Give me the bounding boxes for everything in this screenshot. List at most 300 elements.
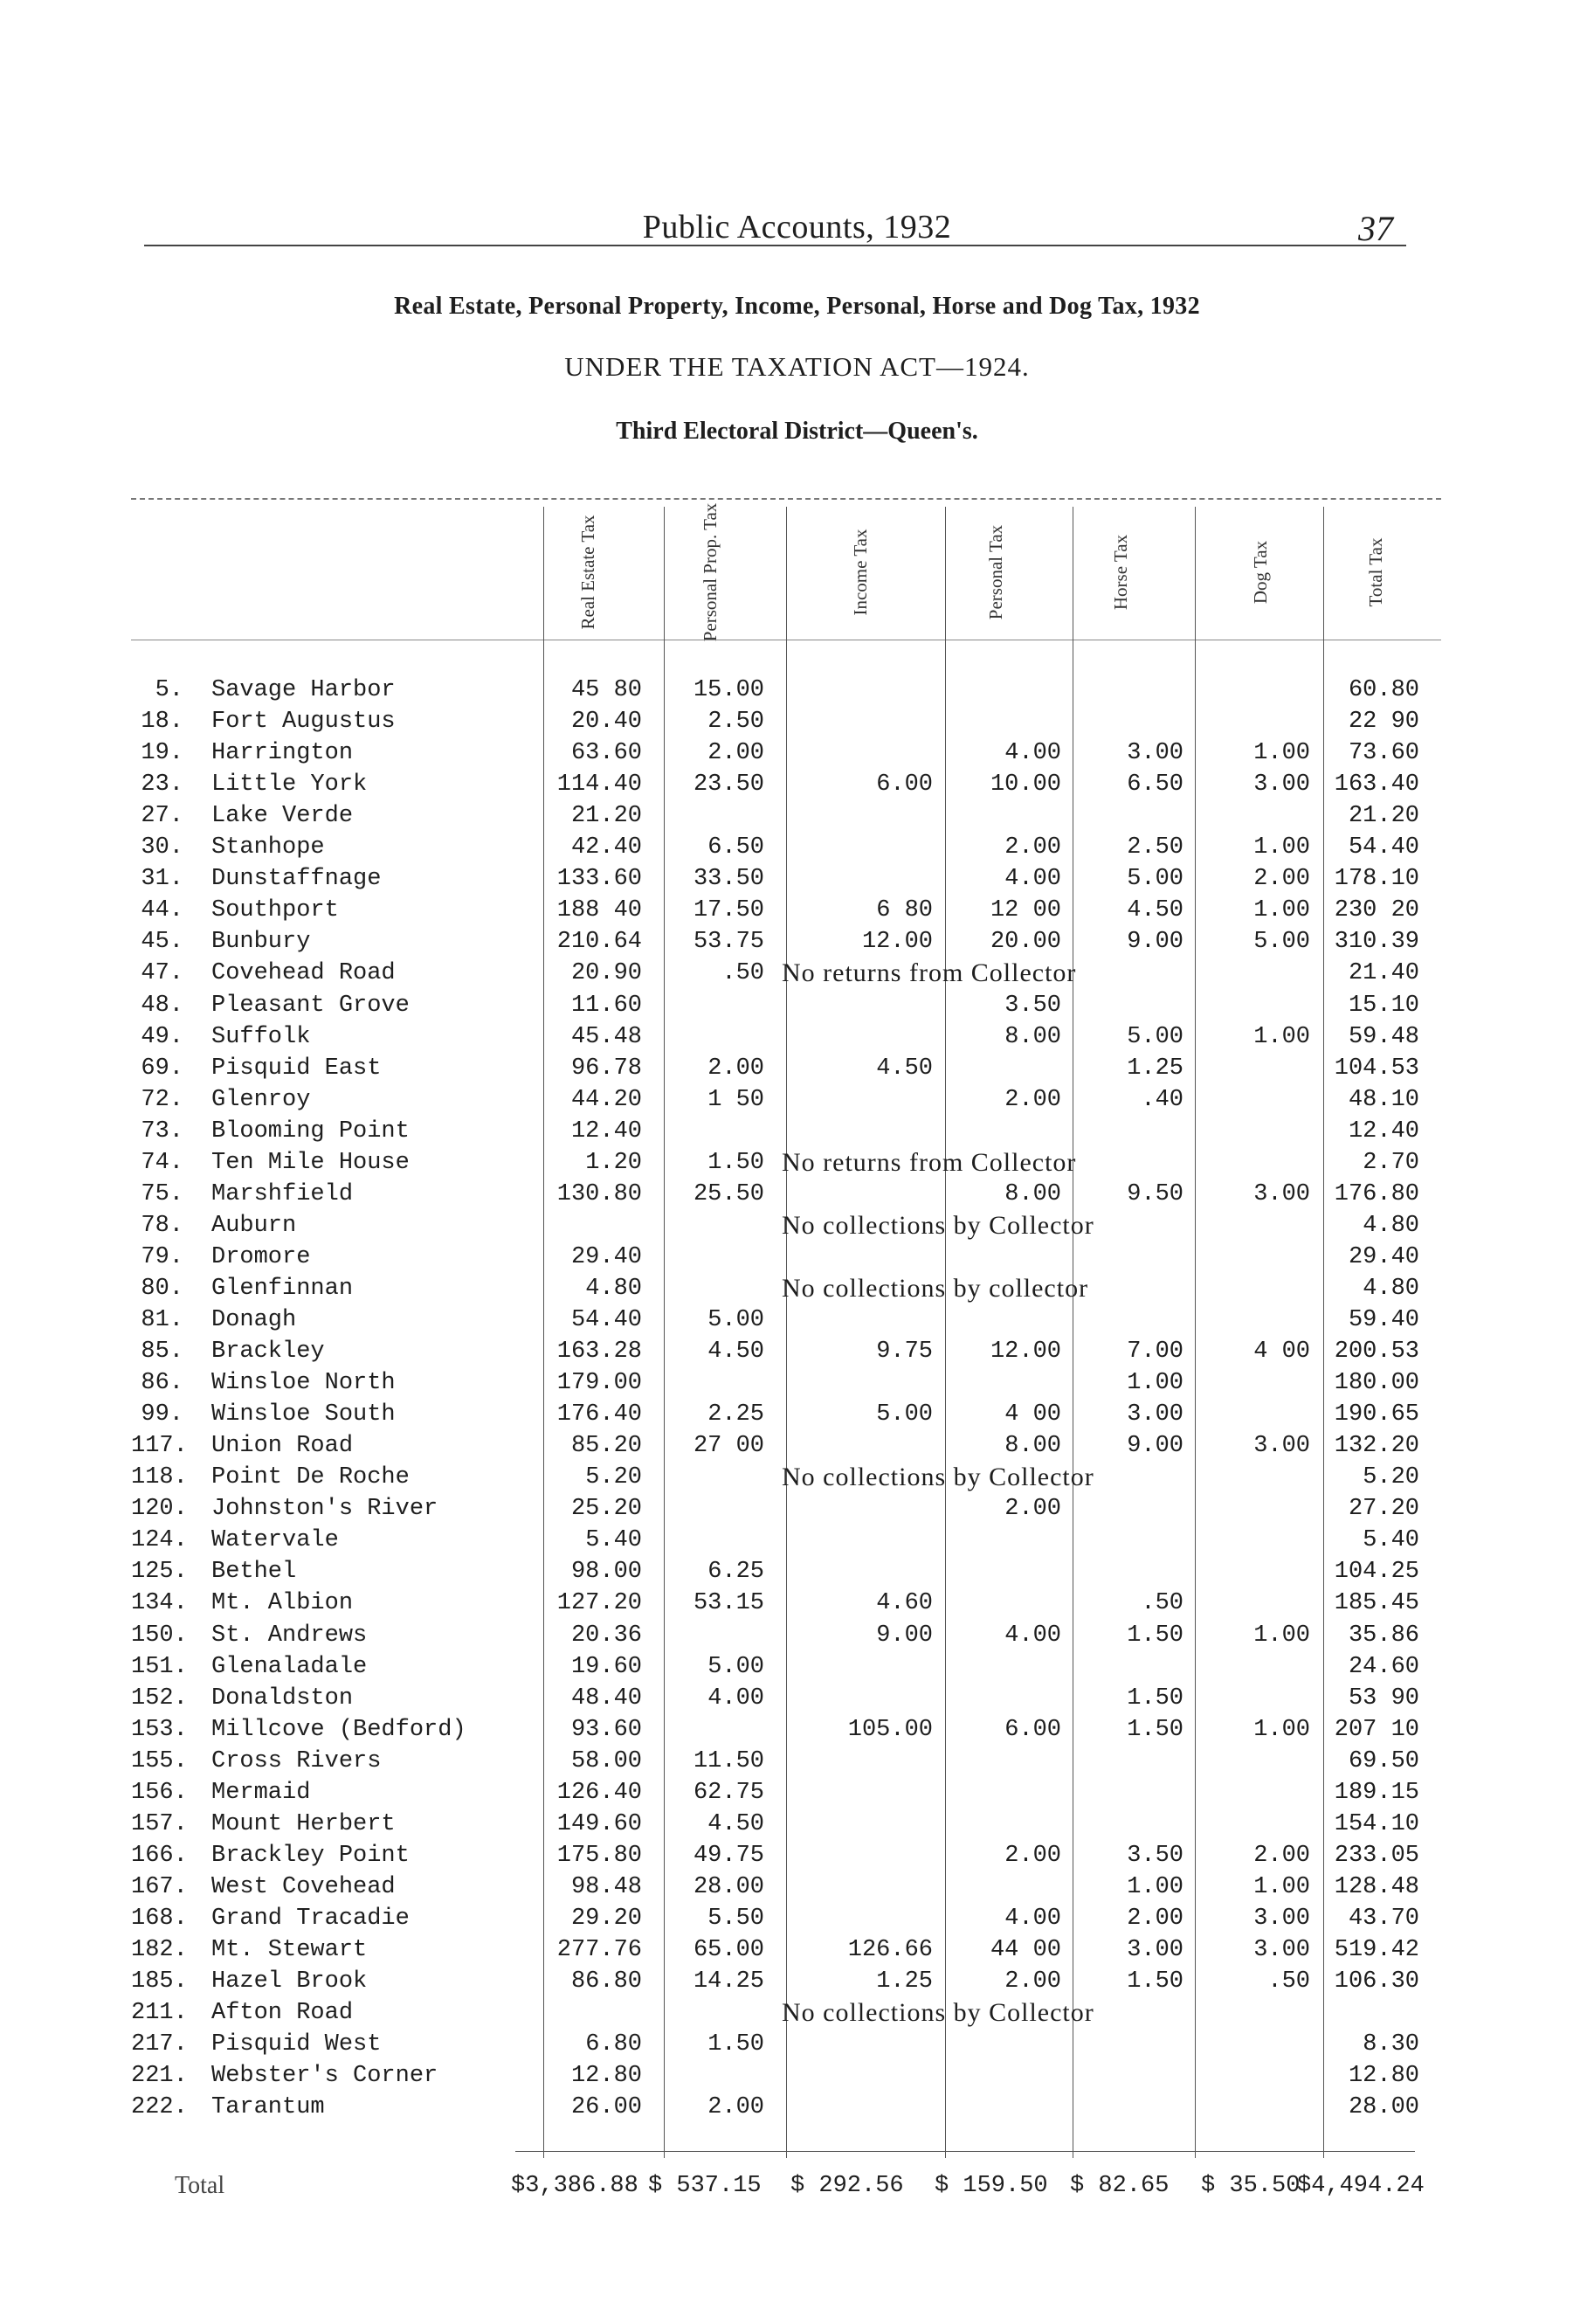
row-number: 45. xyxy=(141,929,183,956)
collector-note: No collections by Collector xyxy=(782,1463,1094,1492)
personal-cell: 4.00 xyxy=(1004,866,1061,893)
real-estate-cell: 12.40 xyxy=(570,1117,642,1145)
table-row xyxy=(0,832,1594,863)
total-cell: 35.86 xyxy=(1348,1622,1419,1649)
real-estate-cell: 179.00 xyxy=(556,1370,642,1397)
row-number: 150. xyxy=(131,1622,188,1649)
dog-cell: 2.00 xyxy=(1253,866,1310,893)
row-number: 118. xyxy=(131,1464,188,1491)
dog-cell: 1.00 xyxy=(1253,1716,1310,1743)
total-cell: 43.70 xyxy=(1348,1905,1419,1932)
row-number: 151. xyxy=(131,1653,188,1680)
total-cell: 128.48 xyxy=(1334,1873,1419,1900)
total-cell: 230 20 xyxy=(1334,897,1419,924)
personal-prop-cell: 4.50 xyxy=(707,1338,764,1366)
personal-prop-cell: 6.25 xyxy=(707,1559,764,1586)
row-number: 81. xyxy=(141,1307,183,1333)
personal-cell: 2.00 xyxy=(1004,1842,1061,1869)
table-row xyxy=(0,1430,1594,1462)
dog-cell: 1.00 xyxy=(1253,1023,1310,1050)
collector-note: No collections by collector xyxy=(782,1273,1089,1303)
page-number: 37 xyxy=(1358,209,1393,248)
personal-cell: 2.00 xyxy=(1004,1968,1061,1995)
header-rule xyxy=(144,245,1406,246)
column-header-real-estate: Real Estate Tax xyxy=(577,515,598,630)
total-cell: 5.20 xyxy=(1363,1464,1419,1491)
total-cell: 24.60 xyxy=(1348,1653,1419,1680)
total-cell: 59.40 xyxy=(1348,1307,1419,1333)
column-header-dog: Dog Tax xyxy=(1250,540,1271,605)
table-row xyxy=(0,1242,1594,1273)
horse-cell: 2.50 xyxy=(1127,834,1183,861)
personal-cell: 2.00 xyxy=(1004,1086,1061,1113)
locality-name: Hazel Brook xyxy=(211,1968,368,1995)
personal-prop-cell: 28.00 xyxy=(693,1873,764,1900)
total-cell: 132.20 xyxy=(1334,1433,1419,1460)
running-head: Public Accounts, 1932 xyxy=(642,209,952,246)
locality-name: Harrington xyxy=(211,740,354,767)
real-estate-cell: 114.40 xyxy=(556,771,642,799)
personal-prop-cell: 53.15 xyxy=(693,1590,764,1617)
locality-name: Winsloe North xyxy=(211,1370,396,1397)
total-cell: 4.80 xyxy=(1363,1212,1419,1239)
row-number: 168. xyxy=(131,1905,188,1932)
table-row xyxy=(0,1462,1594,1493)
real-estate-cell: 127.20 xyxy=(556,1590,642,1617)
row-number: 134. xyxy=(131,1590,188,1617)
real-estate-cell: 45.48 xyxy=(570,1023,642,1050)
personal-prop-cell: 17.50 xyxy=(693,897,764,924)
collector-note: No returns from Collector xyxy=(782,958,1077,988)
locality-name: Dromore xyxy=(211,1243,311,1270)
real-estate-cell: 25.20 xyxy=(570,1496,642,1523)
real-estate-cell: 86.80 xyxy=(570,1968,642,1995)
total-cell: 21.20 xyxy=(1348,803,1419,830)
income-cell: 4.60 xyxy=(876,1590,933,1617)
horse-cell: 9.00 xyxy=(1127,1433,1183,1460)
total-cell: 2.70 xyxy=(1363,1149,1419,1176)
total-cell: 104.25 xyxy=(1334,1559,1419,1586)
total-cell: 178.10 xyxy=(1334,866,1419,893)
locality-name: Mount Herbert xyxy=(211,1810,396,1837)
row-number: 69. xyxy=(141,1055,183,1082)
row-number: 72. xyxy=(141,1086,183,1113)
locality-name: Covehead Road xyxy=(211,960,396,987)
dog-cell: 3.00 xyxy=(1253,1433,1310,1460)
locality-name: Ten Mile House xyxy=(211,1149,410,1176)
row-number: 166. xyxy=(131,1842,188,1869)
locality-name: West Covehead xyxy=(211,1873,396,1900)
table-row xyxy=(0,1493,1594,1525)
row-number: 217. xyxy=(131,2031,188,2058)
table-row xyxy=(0,1777,1594,1809)
dog-cell: 1.00 xyxy=(1253,1873,1310,1900)
personal-cell: 4.00 xyxy=(1004,1622,1061,1649)
real-estate-cell: 5.20 xyxy=(585,1464,642,1491)
table-row xyxy=(0,1210,1594,1242)
personal-prop-cell: 65.00 xyxy=(693,1937,764,1963)
locality-name: Dunstaffnage xyxy=(211,866,382,893)
personal-cell: 10.00 xyxy=(990,771,1061,799)
table-row xyxy=(0,1556,1594,1587)
total-cell: 48.10 xyxy=(1348,1086,1419,1113)
total-cell: 5.40 xyxy=(1363,1527,1419,1554)
row-number: 79. xyxy=(141,1243,183,1270)
personal-prop-cell: 27 00 xyxy=(693,1433,764,1460)
horse-cell: 1.00 xyxy=(1127,1873,1183,1900)
table-row xyxy=(0,674,1594,706)
real-estate-cell: 277.76 xyxy=(556,1937,642,1963)
personal-prop-cell: 2.00 xyxy=(707,740,764,767)
dog-cell: 1.00 xyxy=(1253,740,1310,767)
total-cell: 29.40 xyxy=(1348,1243,1419,1270)
total-cell: 60.80 xyxy=(1348,677,1419,703)
row-number: 182. xyxy=(131,1937,188,1963)
table-row xyxy=(0,1746,1594,1777)
row-number: 155. xyxy=(131,1747,188,1774)
personal-prop-cell: 23.50 xyxy=(693,771,764,799)
row-number: 44. xyxy=(141,897,183,924)
personal-prop-cell: 2.50 xyxy=(707,709,764,736)
real-estate-cell: 54.40 xyxy=(570,1307,642,1333)
horse-cell: 3.00 xyxy=(1127,1401,1183,1428)
personal-prop-cell: 2.00 xyxy=(707,1055,764,1082)
total-cell: 207 10 xyxy=(1334,1716,1419,1743)
locality-name: Bunbury xyxy=(211,929,311,956)
personal-cell: 4 00 xyxy=(1004,1401,1061,1428)
table-row xyxy=(0,1336,1594,1367)
table-row xyxy=(0,1683,1594,1714)
table-row xyxy=(0,2029,1594,2060)
income-cell: 9.75 xyxy=(876,1338,933,1366)
real-estate-cell: 98.48 xyxy=(570,1873,642,1900)
table-row xyxy=(0,1809,1594,1840)
locality-name: Brackley Point xyxy=(211,1842,410,1869)
row-number: 222. xyxy=(131,2094,188,2121)
locality-name: Marshfield xyxy=(211,1180,354,1207)
table-row xyxy=(0,1620,1594,1651)
personal-prop-cell: 2.25 xyxy=(707,1401,764,1428)
horse-cell: 3.50 xyxy=(1127,1842,1183,1869)
real-estate-cell: 133.60 xyxy=(556,866,642,893)
locality-name: Union Road xyxy=(211,1433,354,1460)
personal-prop-cell: 11.50 xyxy=(693,1747,764,1774)
real-estate-cell: 96.78 xyxy=(570,1055,642,1082)
total-cell: 189.15 xyxy=(1334,1779,1419,1806)
table-row xyxy=(0,737,1594,769)
personal-prop-cell: .50 xyxy=(721,960,764,987)
row-number: 185. xyxy=(131,1968,188,1995)
real-estate-cell: 188 40 xyxy=(556,897,642,924)
total-cell: 176.80 xyxy=(1334,1180,1419,1207)
dog-cell: 3.00 xyxy=(1253,1180,1310,1207)
real-estate-cell: 63.60 xyxy=(570,740,642,767)
income-cell: 126.66 xyxy=(847,1937,933,1963)
row-number: 23. xyxy=(141,771,183,799)
row-number: 125. xyxy=(131,1559,188,1586)
row-number: 31. xyxy=(141,866,183,893)
personal-cell: 8.00 xyxy=(1004,1023,1061,1050)
table-row xyxy=(0,1367,1594,1399)
personal-prop-cell: 1 50 xyxy=(707,1086,764,1113)
personal-cell: 2.00 xyxy=(1004,834,1061,861)
horse-cell: 1.00 xyxy=(1127,1370,1183,1397)
row-number: 124. xyxy=(131,1527,188,1554)
real-estate-cell: 20.90 xyxy=(570,960,642,987)
real-estate-cell: 20.36 xyxy=(570,1622,642,1649)
dog-cell: 3.00 xyxy=(1253,771,1310,799)
locality-name: Lake Verde xyxy=(211,803,354,830)
table-row xyxy=(0,800,1594,832)
act-title: UNDER THE TAXATION ACT—1924. xyxy=(564,351,1030,382)
income-cell: 5.00 xyxy=(876,1401,933,1428)
table-row xyxy=(0,769,1594,800)
real-estate-cell: 4.80 xyxy=(585,1275,642,1302)
row-number: 18. xyxy=(141,709,183,736)
total-cell: 4.80 xyxy=(1363,1275,1419,1302)
total-dog: $ 35.50 xyxy=(1201,2173,1301,2199)
dog-cell: 2.00 xyxy=(1253,1842,1310,1869)
personal-cell: 12.00 xyxy=(990,1338,1061,1366)
table-row xyxy=(0,1871,1594,1903)
row-number: 167. xyxy=(131,1873,188,1900)
row-number: 5. xyxy=(155,677,183,703)
locality-name: Mermaid xyxy=(211,1779,311,1806)
locality-name: Millcove (Bedford) xyxy=(211,1716,466,1743)
income-cell: 9.00 xyxy=(876,1622,933,1649)
personal-cell: 4.00 xyxy=(1004,1905,1061,1932)
real-estate-cell: 163.28 xyxy=(556,1338,642,1366)
personal-cell: 44 00 xyxy=(990,1937,1061,1963)
horse-cell: .50 xyxy=(1141,1590,1183,1617)
row-number: 19. xyxy=(141,740,183,767)
horse-cell: 9.50 xyxy=(1127,1180,1183,1207)
row-number: 120. xyxy=(131,1496,188,1523)
personal-prop-cell: 5.00 xyxy=(707,1653,764,1680)
locality-name: Johnston's River xyxy=(211,1496,438,1523)
row-number: 78. xyxy=(141,1212,183,1239)
locality-name: Pisquid East xyxy=(211,1055,382,1082)
table-row xyxy=(0,1966,1594,1997)
real-estate-cell: 44.20 xyxy=(570,1086,642,1113)
column-header-horse: Horse Tax xyxy=(1110,534,1131,611)
locality-name: Pleasant Grove xyxy=(211,992,410,1019)
table-row xyxy=(0,1147,1594,1179)
real-estate-cell: 48.40 xyxy=(570,1684,642,1712)
row-number: 49. xyxy=(141,1023,183,1050)
total-real-estate: $3,386.88 xyxy=(511,2173,638,2199)
real-estate-cell: 1.20 xyxy=(585,1149,642,1176)
row-number: 221. xyxy=(131,2063,188,2090)
total-cell: 180.00 xyxy=(1334,1370,1419,1397)
row-number: 30. xyxy=(141,834,183,861)
horse-cell: 3.00 xyxy=(1127,1937,1183,1963)
total-cell: 200.53 xyxy=(1334,1338,1419,1366)
total-cell: 53 90 xyxy=(1348,1684,1419,1712)
personal-cell: 20.00 xyxy=(990,929,1061,956)
column-header-personal: Personal Tax xyxy=(985,524,1006,620)
locality-name: Little York xyxy=(211,771,368,799)
table-row xyxy=(0,1714,1594,1746)
locality-name: Donaldston xyxy=(211,1684,354,1712)
income-cell: 12.00 xyxy=(861,929,933,956)
real-estate-cell: 126.40 xyxy=(556,1779,642,1806)
horse-cell: 5.00 xyxy=(1127,866,1183,893)
real-estate-cell: 130.80 xyxy=(556,1180,642,1207)
real-estate-cell: 149.60 xyxy=(556,1810,642,1837)
table-row xyxy=(0,1273,1594,1304)
total-cell: 54.40 xyxy=(1348,834,1419,861)
row-number: 48. xyxy=(141,992,183,1019)
locality-name: Suffolk xyxy=(211,1023,311,1050)
personal-prop-cell: 14.25 xyxy=(693,1968,764,1995)
locality-name: Auburn xyxy=(211,1212,297,1239)
real-estate-cell: 6.80 xyxy=(585,2031,642,2058)
horse-cell: 3.00 xyxy=(1127,740,1183,767)
total-cell: 59.48 xyxy=(1348,1023,1419,1050)
row-number: 74. xyxy=(141,1149,183,1176)
locality-name: Bethel xyxy=(211,1559,297,1586)
locality-name: Blooming Point xyxy=(211,1117,410,1145)
real-estate-cell: 11.60 xyxy=(570,992,642,1019)
real-estate-cell: 29.20 xyxy=(570,1905,642,1932)
total-cell: 519.42 xyxy=(1334,1937,1419,1963)
locality-name: Donagh xyxy=(211,1307,297,1333)
dog-cell: 4 00 xyxy=(1253,1338,1310,1366)
locality-name: Stanhope xyxy=(211,834,325,861)
personal-cell: 3.50 xyxy=(1004,992,1061,1019)
total-cell: 104.53 xyxy=(1334,1055,1419,1082)
locality-name: St. Andrews xyxy=(211,1622,368,1649)
totals-label: Total xyxy=(175,2172,225,2199)
total-cell: 28.00 xyxy=(1348,2094,1419,2121)
dog-cell: .50 xyxy=(1267,1968,1310,1995)
total-total: $4,494.24 xyxy=(1297,2173,1425,2199)
column-header-income: Income Tax xyxy=(850,529,871,616)
locality-name: Winsloe South xyxy=(211,1401,396,1428)
table-row xyxy=(0,1587,1594,1619)
personal-prop-cell: 33.50 xyxy=(693,866,764,893)
table-row xyxy=(0,926,1594,958)
table-row xyxy=(0,1934,1594,1966)
locality-name: Mt. Albion xyxy=(211,1590,354,1617)
income-cell: 105.00 xyxy=(847,1716,933,1743)
table-row xyxy=(0,958,1594,989)
total-cell: 73.60 xyxy=(1348,740,1419,767)
row-number: 211. xyxy=(131,2000,188,2027)
horse-cell: 7.00 xyxy=(1127,1338,1183,1366)
row-number: 86. xyxy=(141,1370,183,1397)
total-cell: 12.80 xyxy=(1348,2063,1419,2090)
row-number: 80. xyxy=(141,1275,183,1302)
total-cell: 8.30 xyxy=(1363,2031,1419,2058)
row-number: 157. xyxy=(131,1810,188,1837)
locality-name: Fort Augustus xyxy=(211,709,396,736)
real-estate-cell: 19.60 xyxy=(570,1653,642,1680)
total-income: $ 292.56 xyxy=(790,2173,904,2199)
dog-cell: 1.00 xyxy=(1253,897,1310,924)
dog-cell: 3.00 xyxy=(1253,1905,1310,1932)
horse-cell: 1.50 xyxy=(1127,1622,1183,1649)
personal-prop-cell: 4.00 xyxy=(707,1684,764,1712)
row-number: 117. xyxy=(131,1433,188,1460)
total-cell: 185.45 xyxy=(1334,1590,1419,1617)
totals-row xyxy=(0,2168,1594,2203)
horse-cell: 6.50 xyxy=(1127,771,1183,799)
total-cell: 21.40 xyxy=(1348,960,1419,987)
table-row xyxy=(0,1997,1594,2029)
real-estate-cell: 42.40 xyxy=(570,834,642,861)
total-cell: 310.39 xyxy=(1334,929,1419,956)
row-number: 152. xyxy=(131,1684,188,1712)
real-estate-cell: 26.00 xyxy=(570,2094,642,2121)
total-personal: $ 159.50 xyxy=(935,2173,1048,2199)
locality-name: Mt. Stewart xyxy=(211,1937,368,1963)
horse-cell: .40 xyxy=(1141,1086,1183,1113)
table-row xyxy=(0,1651,1594,1683)
main-title: Real Estate, Personal Property, Income, Personal, Horse and Dog Tax, 1932 xyxy=(394,293,1200,320)
total-horse: $ 82.65 xyxy=(1070,2173,1170,2199)
row-number: 153. xyxy=(131,1716,188,1743)
total-cell: 12.40 xyxy=(1348,1117,1419,1145)
table-row xyxy=(0,706,1594,737)
table-row xyxy=(0,1179,1594,1210)
locality-name: Tarantum xyxy=(211,2094,325,2121)
total-cell: 27.20 xyxy=(1348,1496,1419,1523)
row-number: 99. xyxy=(141,1401,183,1428)
locality-name: Southport xyxy=(211,897,339,924)
district-title: Third Electoral District—Queen's. xyxy=(616,418,978,445)
locality-name: Glenfinnan xyxy=(211,1275,354,1302)
total-cell: 233.05 xyxy=(1334,1842,1419,1869)
personal-prop-cell: 2.00 xyxy=(707,2094,764,2121)
income-cell: 6.00 xyxy=(876,771,933,799)
real-estate-cell: 58.00 xyxy=(570,1747,642,1774)
real-estate-cell: 21.20 xyxy=(570,803,642,830)
real-estate-cell: 210.64 xyxy=(556,929,642,956)
locality-name: Glenaladale xyxy=(211,1653,368,1680)
horse-cell: 5.00 xyxy=(1127,1023,1183,1050)
row-number: 156. xyxy=(131,1779,188,1806)
table-row xyxy=(0,1399,1594,1430)
dog-cell: 1.00 xyxy=(1253,1622,1310,1649)
locality-name: Savage Harbor xyxy=(211,677,396,703)
collector-note: No collections by Collector xyxy=(782,1210,1094,1240)
column-header-total: Total Tax xyxy=(1365,537,1386,607)
locality-name: Afton Road xyxy=(211,2000,354,2027)
table-row xyxy=(0,1304,1594,1336)
table-row xyxy=(0,1116,1594,1147)
personal-prop-cell: 4.50 xyxy=(707,1810,764,1837)
sum-rule xyxy=(515,2151,1415,2152)
personal-prop-cell: 5.50 xyxy=(707,1905,764,1932)
personal-prop-cell: 15.00 xyxy=(693,677,764,703)
horse-cell: 1.50 xyxy=(1127,1968,1183,1995)
personal-prop-cell: 1.50 xyxy=(707,2031,764,2058)
locality-name: Watervale xyxy=(211,1527,339,1554)
horse-cell: 1.50 xyxy=(1127,1716,1183,1743)
real-estate-cell: 175.80 xyxy=(556,1842,642,1869)
total-cell: 15.10 xyxy=(1348,992,1419,1019)
total-cell: 190.65 xyxy=(1334,1401,1419,1428)
table-row xyxy=(0,2092,1594,2123)
real-estate-cell: 45 80 xyxy=(570,677,642,703)
table-row xyxy=(0,990,1594,1021)
real-estate-cell: 93.60 xyxy=(570,1716,642,1743)
table-row xyxy=(0,895,1594,926)
table-top-rule xyxy=(131,498,1441,500)
total-cell: 22 90 xyxy=(1348,709,1419,736)
